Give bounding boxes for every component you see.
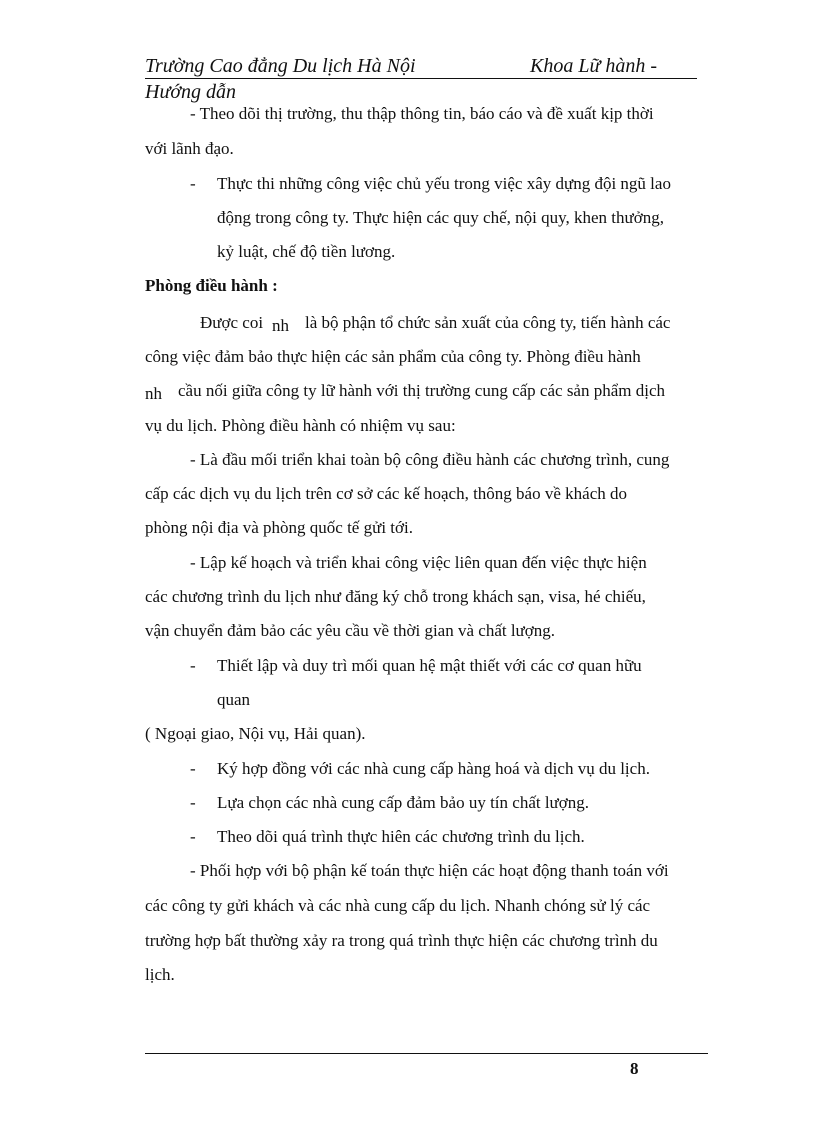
body-line: Lựa chọn các nhà cung cấp đảm bảo uy tín chất lượng.: [217, 793, 590, 812]
body-line: với lãnh đạo.: [145, 139, 234, 158]
body-line: các công ty gửi khách và các nhà cung cấp du lịch. Nhanh chóng sử lý các: [145, 896, 651, 915]
page-number: 8: [630, 1059, 639, 1078]
body-line: cấp các dịch vụ du lịch trên cơ sở các kế hoạch, thông báo về khách do: [145, 484, 627, 503]
body-line: - Phối hợp với bộ phận kế toán thực hiện các hoạt động thanh toán với: [190, 861, 669, 880]
body-line: vụ du lịch. Phòng điều hành có nhiệm vụ sau:: [145, 416, 456, 435]
body-line: Thực thi những công việc chủ yếu trong việc xây dựng đội ngũ lao: [217, 174, 671, 193]
body-fragment: nh: [145, 384, 162, 403]
header-faculty-name: Khoa Lữ hành -: [530, 55, 658, 77]
page-header: [145, 54, 705, 103]
bullet-marker: -: [190, 174, 196, 193]
body-line: vận chuyển đảm bảo các yêu cầu về thời gian và chất lượng.: [145, 621, 556, 640]
header-school-name: Trường Cao đẳng Du lịch Hà Nội: [145, 55, 416, 77]
footer-rule: [145, 1053, 708, 1054]
body-line: Ký hợp đồng với các nhà cung cấp hàng hoá và dịch vụ du lịch.: [217, 759, 650, 778]
body-line: - Là đầu mối triển khai toàn bộ công điều hành các chương trình, cung: [190, 450, 670, 469]
header-subtitle: Hướng dẫn: [145, 81, 237, 103]
body-line: - Theo dõi thị trường, thu thập thông tin, báo cáo và đề xuất kịp thời: [190, 104, 654, 123]
bullet-marker: -: [190, 793, 196, 812]
body-line: Theo dõi quá trình thực hiên các chương trình du lịch.: [217, 827, 585, 846]
bullet-marker: -: [190, 759, 196, 778]
body-fragment: nh: [272, 316, 289, 335]
body-line: trường hợp bất thường xảy ra trong quá trình thực hiện các chương trình du: [145, 931, 658, 950]
body-line: ( Ngoại giao, Nội vụ, Hải quan).: [145, 724, 366, 743]
bullet-marker: -: [190, 827, 196, 846]
body-line: Được coi: [200, 313, 264, 332]
bullet-marker: -: [190, 656, 196, 675]
body-line: các chương trình du lịch như đăng ký chỗ trong khách sạn, visa, hé chiếu,: [145, 587, 646, 606]
section-heading: Phòng điều hành :: [145, 276, 278, 295]
body-line: động trong công ty. Thực hiện các quy chế, nội quy, khen thưởng,: [217, 208, 664, 227]
header-rule-line: [145, 54, 697, 79]
body-line: cầu nối giữa công ty lữ hành với thị trường cung cấp các sản phẩm dịch: [178, 381, 666, 400]
body-line: là bộ phận tổ chức sản xuất của công ty, tiến hành các: [305, 313, 671, 332]
body-line: công việc đảm bảo thực hiện các sản phẩm của công ty. Phòng điều hành: [145, 347, 641, 366]
body-line: - Lập kế hoạch và triển khai công việc liên quan đến việc thực hiện: [190, 553, 647, 572]
body-line: quan: [217, 690, 251, 709]
body-line: kỷ luật, chế độ tiền lương.: [217, 242, 396, 261]
body-line: Thiết lập và duy trì mối quan hệ mật thiết với các cơ quan hữu: [217, 656, 642, 675]
body-line: phòng nội địa và phòng quốc tế gửi tới.: [145, 518, 413, 537]
body-line: lịch.: [145, 965, 175, 984]
